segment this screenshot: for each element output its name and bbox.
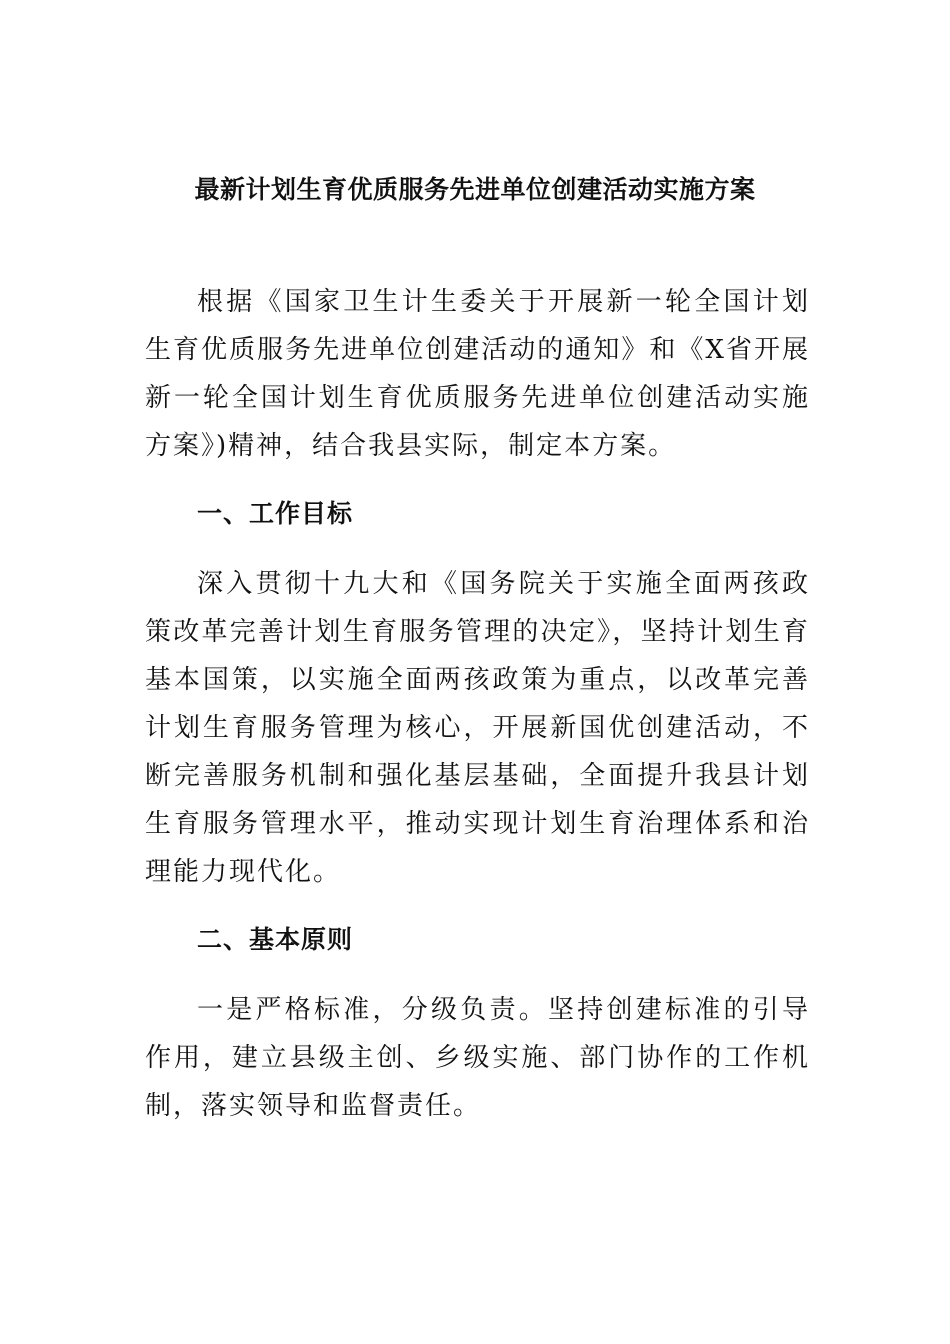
document-title: 最新计划生育优质服务先进单位创建活动实施方案 xyxy=(194,175,756,204)
intro-paragraph: 根据《国家卫生计生委关于开展新一轮全国计划生育优质服务先进单位创建活动的通知》和《X省开展新一轮全国计划生育优质服务先进单位创建活动实施方案》)精神，结合我县实际，制定本方案。 xyxy=(145,287,810,461)
spacer xyxy=(145,896,810,916)
goals-paragraph: 深入贯彻十九大和《国务院关于实施全面两孩政策改革完善计划生育服务管理的决定》，坚持计划生育基本国策，以实施全面两孩政策为重点，以改革完善计划生育服务管理为核心，开展新国优创建活动，不断完善服务机制和强化基层基础，全面提升我县计划生育服务管理水平，推动实现计划生育治理体系和治理能力现代化。 xyxy=(145,569,810,887)
section-heading-goals: 一、工作目标 xyxy=(197,499,354,528)
spacer xyxy=(145,470,810,490)
principles-paragraph: 一是严格标准，分级负责。坚持创建标准的引导作用，建立县级主创、乡级实施、部门协作的工作机制，落实领导和监督责任。 xyxy=(145,995,810,1121)
document-body xyxy=(145,278,810,1130)
spacer xyxy=(145,964,810,986)
spacer xyxy=(145,538,810,560)
section-heading-principles: 二、基本原则 xyxy=(197,925,354,954)
